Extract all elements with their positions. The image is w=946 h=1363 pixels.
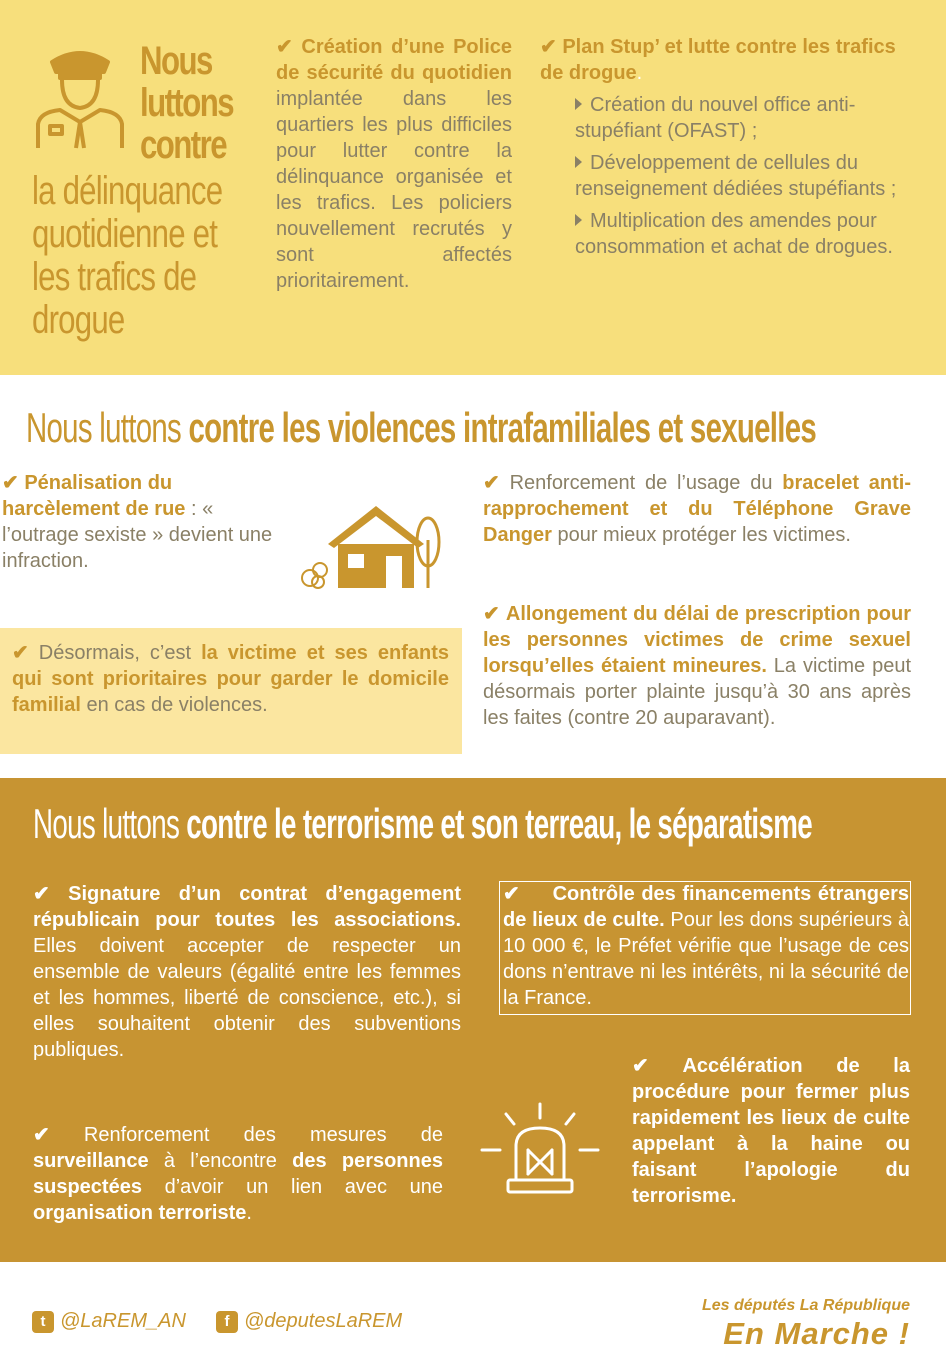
contrat-engagement-text [33,881,461,1063]
check-icon: ✔ [540,36,557,58]
financements-etrangers-text [503,881,909,1011]
body-text: Renforcement des mesures de [49,1124,443,1146]
check-icon: ✔ [483,603,500,625]
body-text: La victime peut désormais porter plainte jusqu’à 30 ans après les faites (contre 20 auparavant). [483,655,911,729]
title-bold: contre les violences intrafamiliales et sexuelles [188,404,817,451]
bullet-text: Développement de cellules du renseignement dédiées stupéfiants ; [575,152,897,200]
check-icon: ✔ [503,883,520,905]
body-text: Désormais, c’est [28,642,202,664]
body-text: implantée dans les quartiers les plus difficiles pour lutter contre la délinquance organisée et les trafics. Les policiers nouvellement recrutés y sont affectés prioritairement. [276,88,512,292]
subheading-line: drogue [32,298,125,342]
section1-subheading [32,170,222,342]
bullet-item [575,150,920,202]
check-icon: ✔ [12,642,29,664]
tree-icon [417,518,439,588]
subheading-line: les trafics de [32,255,197,299]
facebook-link[interactable] [216,1310,402,1333]
fermeture-lieux-culte-text [632,1053,910,1209]
bold-text: Allongement du délai de prescription pour les personnes victimes de crime sexuel lorsqu’elles étaient mineures. [483,603,911,677]
check-icon: ✔ [276,36,293,58]
bracelet-anti-rapprochement-text [483,470,911,548]
section2-title [26,404,816,452]
facebook-icon: f [216,1311,238,1333]
bush-icon [302,563,327,588]
bold-text: Pénalisation du harcèlement de rue [2,472,186,520]
domicile-familial-text [12,640,449,718]
siren-icon [478,1100,602,1200]
facebook-handle[interactable]: @deputesLaREM [244,1310,403,1332]
check-icon: ✔ [483,472,500,494]
check-icon: ✔ [2,472,19,494]
body-text: Renforcement de l’usage du [499,472,783,494]
body-text: Elles doivent accepter de respecter un ensemble de valeurs (égalité entre les femmes et les hommes, liberté de conscience, etc.), si elles souhaitent obtenir des subventions publiques. [33,935,461,1061]
body-text: à l’encontre [148,1150,293,1172]
section3-title [33,800,812,848]
twitter-link[interactable] [32,1310,186,1333]
body-text: pour mieux protéger les victimes. [551,524,851,546]
bullet-item [575,92,920,144]
triangle-bullet-icon [575,214,582,226]
police-officer-icon [30,40,130,150]
twitter-handle[interactable]: @LaREM_AN [60,1310,186,1332]
bold-text: Création d’une Police de sécurité du quotidien [276,36,512,84]
heading-line: luttons [140,81,234,125]
bold-text: la victime et ses enfants qui sont prioritaires pour garder le domicile familial [12,642,449,716]
signature-line2: En Marche ! [723,1316,910,1351]
surveillance-text [33,1122,443,1226]
period: . [636,62,643,84]
body-text: . [246,1202,252,1224]
signature-line1: Les députés La République [701,1297,910,1314]
subheading-line: quotidienne et [32,212,218,256]
heading-line: Nous [140,39,212,83]
section1-heading [140,40,233,166]
bold-text: surveillance [33,1150,149,1172]
bold-text: bracelet anti-rapprochement et du Téléphone Grave Danger [483,472,911,546]
body-text: d’avoir un lien avec une [141,1176,443,1198]
triangle-bullet-icon [575,98,582,110]
bold-text: Signature d’un contrat d’engagement républicain pour toutes les associations. [33,883,461,931]
body-text: Pour les dons supérieurs à 10 000 €, le Préfet vérifie que l’usage de ces dons n’entrave ni les intérêts, ni la sécurité de la France. [503,909,909,1009]
bold-text: Plan Stup’ et lutte contre les trafics de drogue [540,36,896,84]
delai-prescription-text [483,601,911,731]
body-text: : « l’outrage sexiste » devient une infraction. [2,498,273,572]
heading-line: contre [140,123,226,167]
bold-text: des personnes suspectées [33,1150,443,1198]
plan-stup-text [540,34,920,260]
subheading-line: la délinquance [32,169,223,213]
police-securite-quotidien-text [276,34,512,294]
title-bold: contre le terrorisme et son terreau, le séparatisme [186,800,812,847]
twitter-icon: t [32,1311,54,1333]
house-icon [298,500,444,590]
check-icon: ✔ [33,883,50,905]
triangle-bullet-icon [575,156,582,168]
bullet-text: Création du nouvel office anti-stupéfiant (OFAST) ; [575,94,856,142]
bold-text: Contrôle des financements étrangers de lieux de culte. [503,883,909,931]
check-icon: ✔ [632,1055,649,1077]
check-icon: ✔ [33,1124,50,1146]
bold-text: Accélération de la procédure pour fermer plus rapidement les lieux de culte appelant à la haine ou faisant l’apologie du terrorisme. [632,1055,910,1207]
bold-text: organisation terroriste [33,1202,247,1224]
title-light: Nous luttons [33,800,187,847]
title-light: Nous luttons [26,404,189,451]
harcelement-de-rue-text [2,470,280,574]
bullet-text: Multiplication des amendes pour consommation et achat de drogues. [575,210,893,258]
body-text: en cas de violences. [80,694,268,716]
bullet-item [575,208,920,260]
